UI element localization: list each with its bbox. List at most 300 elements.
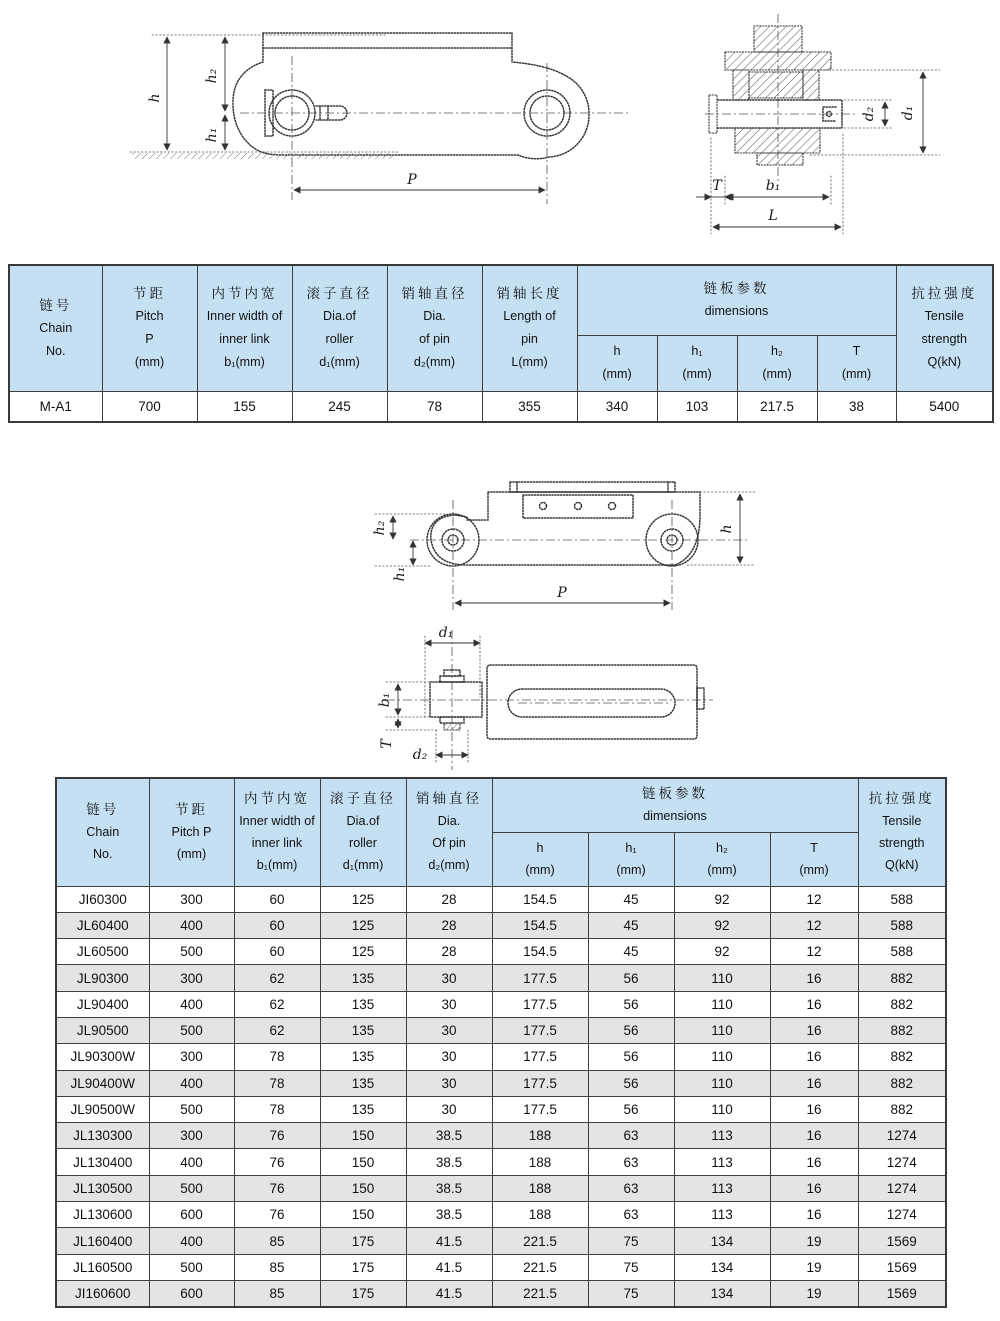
value-cell: 92 <box>674 939 770 965</box>
dim-label-h: h <box>719 524 735 534</box>
value-cell: 882 <box>858 1017 946 1043</box>
value-cell: 63 <box>588 1175 674 1201</box>
value-cell: 110 <box>674 1070 770 1096</box>
table-row <box>56 1123 946 1149</box>
value-cell: 12 <box>770 912 858 938</box>
value-cell: 500 <box>149 1175 234 1201</box>
header-line: d₂(mm) <box>413 355 456 370</box>
dim-label-d2: d₂ <box>861 106 877 122</box>
value-cell: 134 <box>674 1228 770 1254</box>
value-cell: 28 <box>406 912 492 938</box>
column-header <box>234 778 320 886</box>
header-line: dimensions <box>704 304 769 319</box>
chain-no-cell: JL90400W <box>56 1070 149 1096</box>
value-cell: 63 <box>588 1123 674 1149</box>
value-cell: 110 <box>674 965 770 991</box>
header-line: Pitch <box>135 309 164 324</box>
table-row <box>56 1228 946 1254</box>
dim-label-h2: h₂ <box>204 68 220 84</box>
header-line: 内节内宽 <box>244 791 310 807</box>
column-header <box>149 778 234 886</box>
dim-label-h2: h₂ <box>372 520 388 536</box>
value-cell: 103 <box>657 391 737 422</box>
value-cell: 19 <box>770 1228 858 1254</box>
chain-no-cell: JI160600 <box>56 1280 149 1306</box>
sub-header <box>817 335 896 391</box>
chain-no-cell: JL90400 <box>56 991 149 1017</box>
header-line: h <box>536 841 544 855</box>
dim-label-b1: b₁ <box>377 692 393 708</box>
header-line: 抗拉强度 <box>868 791 935 807</box>
header-line: Dia. <box>437 814 461 829</box>
header-line: 销轴长度 <box>496 286 563 302</box>
value-cell: 125 <box>320 912 406 938</box>
value-cell: 135 <box>320 965 406 991</box>
value-cell: 110 <box>674 1044 770 1070</box>
value-cell: 16 <box>770 1202 858 1228</box>
value-cell: 113 <box>674 1202 770 1228</box>
dim-label-b1: b₁ <box>765 178 781 194</box>
header-line: b₁(mm) <box>256 858 298 873</box>
header-line: (mm) <box>616 863 646 877</box>
header-line: strength <box>921 332 967 347</box>
value-cell: 135 <box>320 991 406 1017</box>
chain-no-cell: M-A1 <box>9 391 102 422</box>
value-cell: 134 <box>674 1254 770 1280</box>
value-cell: 882 <box>858 1070 946 1096</box>
value-cell: 110 <box>674 1096 770 1122</box>
table-row <box>56 886 946 912</box>
dim-label-l: L <box>768 208 778 224</box>
chain-no-cell: JL130300 <box>56 1123 149 1149</box>
column-header-tensile <box>858 778 946 886</box>
table-row <box>56 1070 946 1096</box>
value-cell: 882 <box>858 1096 946 1122</box>
chain-link-outline <box>233 33 589 159</box>
header-line: T <box>810 841 818 855</box>
diagram-chain-plan-view-bottom <box>378 622 723 774</box>
value-cell: 600 <box>149 1280 234 1306</box>
chain-no-cell: JL160400 <box>56 1228 149 1254</box>
table-row <box>56 1017 946 1043</box>
value-cell: 400 <box>149 991 234 1017</box>
value-cell: 16 <box>770 1175 858 1201</box>
value-cell: 500 <box>149 1017 234 1043</box>
value-cell: 38.5 <box>406 1175 492 1201</box>
column-header <box>9 265 102 391</box>
chain-link-outline <box>427 482 700 566</box>
value-cell: 38.5 <box>406 1202 492 1228</box>
value-cell: 12 <box>770 939 858 965</box>
value-cell: 38 <box>817 391 896 422</box>
value-cell: 500 <box>149 1096 234 1122</box>
table-row <box>56 1254 946 1280</box>
header-line: Length of <box>503 309 556 324</box>
value-cell: 588 <box>858 912 946 938</box>
value-cell: 28 <box>406 886 492 912</box>
dimension-lines <box>130 35 545 190</box>
value-cell: 135 <box>320 1044 406 1070</box>
table-row <box>56 912 946 938</box>
value-cell: 30 <box>406 991 492 1017</box>
dimension-lines <box>372 492 755 603</box>
value-cell: 300 <box>149 1044 234 1070</box>
table-row <box>56 939 946 965</box>
value-cell: 221.5 <box>492 1228 588 1254</box>
value-cell: 217.5 <box>737 391 817 422</box>
chain-no-cell: JL130600 <box>56 1202 149 1228</box>
header-line: h <box>613 344 621 358</box>
header-line: 滚子直径 <box>306 286 373 302</box>
header-line: roller <box>349 836 377 851</box>
header-line: 链号 <box>86 802 120 818</box>
value-cell: 113 <box>674 1123 770 1149</box>
column-header <box>292 265 387 391</box>
header-line: strength <box>878 836 925 851</box>
value-cell: 882 <box>858 1044 946 1070</box>
value-cell: 56 <box>588 991 674 1017</box>
header-line: of pin <box>419 332 450 347</box>
value-cell: 177.5 <box>492 1070 588 1096</box>
value-cell: 16 <box>770 991 858 1017</box>
value-cell: 600 <box>149 1202 234 1228</box>
value-cell: 125 <box>320 886 406 912</box>
value-cell: 188 <box>492 1149 588 1175</box>
header-line: Pitch P <box>171 825 212 840</box>
column-header-tensile <box>896 265 993 391</box>
value-cell: 16 <box>770 1017 858 1043</box>
table-row <box>56 1280 946 1306</box>
value-cell: 188 <box>492 1175 588 1201</box>
value-cell: 16 <box>770 1044 858 1070</box>
header-line: Q(kN) <box>884 858 919 873</box>
value-cell: 30 <box>406 965 492 991</box>
value-cell: 113 <box>674 1175 770 1201</box>
value-cell: 41.5 <box>406 1228 492 1254</box>
header-line: No. <box>45 343 66 358</box>
value-cell: 45 <box>588 912 674 938</box>
header-line: Chain <box>86 825 120 840</box>
value-cell: 110 <box>674 991 770 1017</box>
header-line: Inner width of <box>239 814 315 829</box>
value-cell: 75 <box>588 1280 674 1306</box>
centerlines <box>240 56 630 204</box>
diagram-chain-side-view-top <box>130 8 660 253</box>
chain-no-cell: JI60300 <box>56 886 149 912</box>
header-line: d₁(mm) <box>319 355 360 370</box>
value-cell: 177.5 <box>492 1017 588 1043</box>
value-cell: 1569 <box>858 1228 946 1254</box>
value-cell: 588 <box>858 886 946 912</box>
header-line: 节距 <box>175 802 208 818</box>
value-cell: 19 <box>770 1280 858 1306</box>
table-row <box>56 1202 946 1228</box>
centerlines <box>386 630 713 770</box>
dim-label-p: P <box>557 585 567 601</box>
value-cell: 1274 <box>858 1175 946 1201</box>
diagram-chain-side-view-middle <box>355 455 785 620</box>
sub-header <box>657 335 737 391</box>
value-cell: 76 <box>234 1202 320 1228</box>
value-cell: 78 <box>234 1096 320 1122</box>
chain-no-cell: JL60500 <box>56 939 149 965</box>
value-cell: 28 <box>406 939 492 965</box>
value-cell: 92 <box>674 886 770 912</box>
column-header <box>102 265 197 391</box>
sub-header <box>577 335 657 391</box>
value-cell: 85 <box>234 1228 320 1254</box>
header-line: 内节内宽 <box>211 286 278 302</box>
dim-label-p: P <box>407 172 417 188</box>
centerlines <box>410 500 750 610</box>
value-cell: 700 <box>102 391 197 422</box>
group-header-dimensions <box>492 778 858 832</box>
header-line: (mm) <box>525 863 555 877</box>
table-row <box>56 1149 946 1175</box>
value-cell: 38.5 <box>406 1123 492 1149</box>
chain-spec-table-single <box>8 264 994 423</box>
value-cell: 56 <box>588 1017 674 1043</box>
value-cell: 16 <box>770 965 858 991</box>
value-cell: 110 <box>674 1017 770 1043</box>
header-line: (mm) <box>762 367 792 381</box>
value-cell: 134 <box>674 1280 770 1306</box>
value-cell: 62 <box>234 965 320 991</box>
header-line: Dia. <box>423 309 446 324</box>
value-cell: 60 <box>234 886 320 912</box>
header-line: (mm) <box>799 863 829 877</box>
group-header-dimensions <box>577 265 896 335</box>
value-cell: 85 <box>234 1280 320 1306</box>
value-cell: 400 <box>149 1228 234 1254</box>
table-row <box>56 965 946 991</box>
value-cell: 300 <box>149 886 234 912</box>
value-cell: 150 <box>320 1149 406 1175</box>
value-cell: 16 <box>770 1070 858 1096</box>
value-cell: 355 <box>482 391 577 422</box>
value-cell: 63 <box>588 1149 674 1175</box>
chain-spec-table-series <box>55 777 947 1308</box>
header-line: 销轴直径 <box>401 286 468 302</box>
header-line: T <box>852 344 861 358</box>
value-cell: 177.5 <box>492 1044 588 1070</box>
header-line: inner link <box>251 836 303 851</box>
chain-no-cell: JL160500 <box>56 1254 149 1280</box>
value-cell: 221.5 <box>492 1254 588 1280</box>
dimension-lines <box>377 625 480 763</box>
chain-no-cell: JL90500W <box>56 1096 149 1122</box>
value-cell: 30 <box>406 1096 492 1122</box>
header-line: h₁ <box>691 344 703 358</box>
value-cell: 500 <box>149 939 234 965</box>
table-row <box>9 391 993 422</box>
value-cell: 56 <box>588 1070 674 1096</box>
value-cell: 60 <box>234 939 320 965</box>
value-cell: 155 <box>197 391 292 422</box>
value-cell: 125 <box>320 939 406 965</box>
value-cell: 150 <box>320 1123 406 1149</box>
value-cell: 175 <box>320 1228 406 1254</box>
sub-header <box>770 832 858 886</box>
value-cell: 1274 <box>858 1149 946 1175</box>
header-line: Q(kN) <box>927 355 962 370</box>
dim-label-d1: d₁ <box>900 105 916 121</box>
value-cell: 16 <box>770 1096 858 1122</box>
value-cell: 882 <box>858 965 946 991</box>
sub-header <box>674 832 770 886</box>
table-row <box>56 1044 946 1070</box>
chain-no-cell: JL90500 <box>56 1017 149 1043</box>
value-cell: 92 <box>674 912 770 938</box>
value-cell: 400 <box>149 912 234 938</box>
diagram-chain-cross-section-top <box>660 8 995 258</box>
header-line: Of pin <box>432 836 466 851</box>
value-cell: 177.5 <box>492 991 588 1017</box>
value-cell: 16 <box>770 1149 858 1175</box>
column-header <box>320 778 406 886</box>
header-line: 滚子直径 <box>330 791 396 807</box>
header-line: Dia.of <box>323 309 356 324</box>
header-line: 链号 <box>39 297 73 313</box>
table-row <box>56 991 946 1017</box>
value-cell: 588 <box>858 939 946 965</box>
dim-label-d1: d₁ <box>438 625 454 641</box>
value-cell: 1569 <box>858 1254 946 1280</box>
value-cell: 30 <box>406 1017 492 1043</box>
value-cell: 76 <box>234 1123 320 1149</box>
value-cell: 150 <box>320 1202 406 1228</box>
value-cell: 5400 <box>896 391 993 422</box>
value-cell: 12 <box>770 886 858 912</box>
header-line: L(mm) <box>511 355 548 370</box>
header-line: No. <box>92 847 113 862</box>
header-line: Inner width of <box>206 309 283 324</box>
value-cell: 56 <box>588 965 674 991</box>
value-cell: 45 <box>588 939 674 965</box>
chain-no-cell: JL90300W <box>56 1044 149 1070</box>
header-line: dimensions <box>643 809 707 824</box>
value-cell: 135 <box>320 1017 406 1043</box>
column-header <box>56 778 149 886</box>
header-line: (mm) <box>134 355 165 370</box>
value-cell: 135 <box>320 1096 406 1122</box>
chain-no-cell: JL60400 <box>56 912 149 938</box>
value-cell: 76 <box>234 1175 320 1201</box>
dim-label-d2: d₂ <box>412 747 428 763</box>
value-cell: 150 <box>320 1175 406 1201</box>
dim-label-t: T <box>379 739 395 749</box>
header-line: 链板参数 <box>703 281 770 297</box>
header-line: roller <box>325 332 354 347</box>
value-cell: 1274 <box>858 1123 946 1149</box>
table-row <box>56 1096 946 1122</box>
value-cell: 56 <box>588 1096 674 1122</box>
header-line: Chain <box>39 320 73 335</box>
column-header <box>197 265 292 391</box>
value-cell: 500 <box>149 1254 234 1280</box>
roller-and-plate-outline <box>430 665 704 739</box>
value-cell: 45 <box>588 886 674 912</box>
table-row <box>56 1175 946 1201</box>
section-outline <box>709 26 842 165</box>
header-line: (mm) <box>841 367 872 381</box>
column-header <box>387 265 482 391</box>
header-line: (mm) <box>682 367 712 381</box>
value-cell: 154.5 <box>492 886 588 912</box>
value-cell: 882 <box>858 991 946 1017</box>
value-cell: 175 <box>320 1254 406 1280</box>
value-cell: 1274 <box>858 1202 946 1228</box>
header-line: (mm) <box>176 847 207 862</box>
value-cell: 56 <box>588 1044 674 1070</box>
value-cell: 245 <box>292 391 387 422</box>
value-cell: 75 <box>588 1228 674 1254</box>
value-cell: 16 <box>770 1123 858 1149</box>
column-header <box>482 265 577 391</box>
sub-header <box>492 832 588 886</box>
header-line: 抗拉强度 <box>911 286 978 302</box>
header-line: b₁(mm) <box>224 355 265 370</box>
value-cell: 60 <box>234 912 320 938</box>
header-line: h₁ <box>625 841 637 855</box>
header-line: h₂ <box>771 344 783 358</box>
value-cell: 188 <box>492 1202 588 1228</box>
value-cell: 85 <box>234 1254 320 1280</box>
value-cell: 135 <box>320 1070 406 1096</box>
value-cell: 177.5 <box>492 965 588 991</box>
value-cell: 30 <box>406 1044 492 1070</box>
header-line: inner link <box>219 332 270 347</box>
header-line: (mm) <box>602 367 632 381</box>
column-header <box>406 778 492 886</box>
value-cell: 175 <box>320 1280 406 1306</box>
value-cell: 76 <box>234 1149 320 1175</box>
header-line: Dia.of <box>346 814 380 829</box>
value-cell: 19 <box>770 1254 858 1280</box>
header-line: 销轴直径 <box>416 791 482 807</box>
value-cell: 78 <box>234 1044 320 1070</box>
value-cell: 400 <box>149 1070 234 1096</box>
chain-no-cell: JL130500 <box>56 1175 149 1201</box>
header-line: d₂(mm) <box>428 858 470 873</box>
value-cell: 154.5 <box>492 939 588 965</box>
value-cell: 62 <box>234 1017 320 1043</box>
value-cell: 30 <box>406 1070 492 1096</box>
dim-label-h: h <box>147 93 163 103</box>
value-cell: 221.5 <box>492 1280 588 1306</box>
header-line: d₁(mm) <box>342 858 384 873</box>
value-cell: 340 <box>577 391 657 422</box>
header-line: P <box>145 332 154 347</box>
value-cell: 177.5 <box>492 1096 588 1122</box>
value-cell: 300 <box>149 965 234 991</box>
value-cell: 41.5 <box>406 1254 492 1280</box>
value-cell: 154.5 <box>492 912 588 938</box>
value-cell: 62 <box>234 991 320 1017</box>
value-cell: 75 <box>588 1254 674 1280</box>
value-cell: 38.5 <box>406 1149 492 1175</box>
header-line: Tensile <box>924 309 964 324</box>
header-line: Tensile <box>882 814 922 829</box>
chain-no-cell: JL130400 <box>56 1149 149 1175</box>
value-cell: 63 <box>588 1202 674 1228</box>
header-line: 节距 <box>133 286 166 302</box>
dim-label-t: T <box>712 178 722 194</box>
value-cell: 41.5 <box>406 1280 492 1306</box>
dim-label-h1: h₁ <box>204 127 220 143</box>
header-line: (mm) <box>707 863 737 877</box>
value-cell: 188 <box>492 1123 588 1149</box>
